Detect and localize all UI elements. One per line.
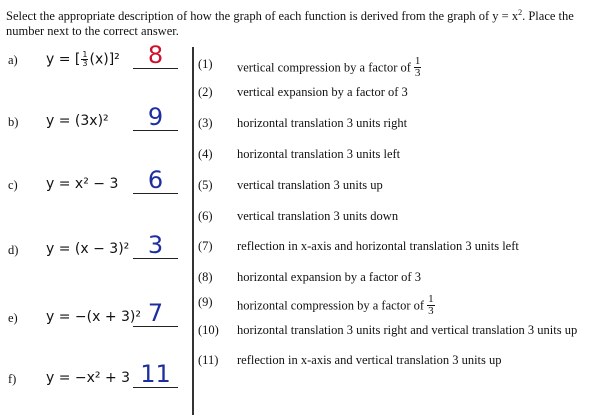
- answer-blank[interactable]: [133, 326, 178, 327]
- answer-blank[interactable]: [133, 130, 178, 131]
- instructions-line1: Select the appropriate description of how the graph of each function is derived from the graph of y = x: [6, 9, 519, 24]
- option-text-main: horizontal compression by a factor of: [237, 298, 425, 313]
- answer-handwritten: 3: [147, 231, 164, 259]
- option-7: [193, 236, 613, 260]
- fraction-denominator: 3: [414, 67, 421, 79]
- question-function: y = (3x)²: [46, 113, 109, 129]
- option-text: vertical expansion by a factor of 3: [237, 85, 408, 99]
- question-function: y = x² − 3: [46, 176, 119, 192]
- question-row-b: [0, 103, 192, 137]
- option-number: (7): [198, 239, 213, 253]
- option-number: (4): [198, 147, 213, 161]
- question-row-d: [0, 231, 192, 265]
- option-number: (2): [198, 85, 213, 99]
- option-number: (8): [198, 270, 213, 284]
- question-letter: f): [8, 372, 17, 386]
- option-text: vertical translation 3 units down: [237, 209, 399, 223]
- function-prefix: y = [: [46, 51, 81, 68]
- option-number: (11): [198, 353, 219, 367]
- question-row-f: [0, 360, 192, 394]
- option-text: reflection in x-axis and horizontal translation 3 units left: [237, 239, 519, 253]
- function-fraction: [81, 51, 88, 68]
- question-function: [46, 51, 120, 68]
- question-letter: c): [8, 178, 18, 192]
- instructions-line2: number next to the correct answer.: [6, 24, 179, 39]
- option-number: (9): [198, 295, 213, 309]
- answer-blank[interactable]: [133, 387, 178, 388]
- option-text: horizontal translation 3 units right: [237, 116, 408, 130]
- option-text: vertical translation 3 units up: [237, 178, 383, 192]
- option-fraction: [427, 294, 435, 317]
- fraction-numerator: 1: [414, 55, 421, 67]
- option-number: (1): [198, 57, 213, 71]
- fraction-denominator: 3: [428, 305, 434, 317]
- question-function: y = −(x + 3)²: [46, 309, 142, 325]
- fraction-denominator: 3: [82, 59, 88, 68]
- option-4: [193, 144, 613, 168]
- option-number: (5): [198, 178, 213, 192]
- option-number: (10): [198, 323, 219, 337]
- option-text: reflection in x-axis and vertical translation 3 units up: [237, 353, 502, 367]
- question-row-a: [0, 41, 192, 75]
- question-letter: a): [8, 53, 18, 67]
- fraction-numerator: 1: [428, 293, 434, 305]
- exponent: 2: [518, 8, 523, 17]
- answer-handwritten: 8: [147, 41, 164, 69]
- option-text: [237, 57, 421, 80]
- instructions: [6, 5, 606, 39]
- answer-handwritten: 6: [147, 166, 164, 194]
- answer-handwritten: 11: [140, 360, 171, 388]
- answer-handwritten: 7: [147, 299, 164, 327]
- function-suffix: (x)]²: [89, 51, 120, 68]
- question-function: y = (x − 3)²: [46, 241, 130, 257]
- option-text: horizontal translation 3 units left: [237, 147, 401, 161]
- answer-handwritten: 9: [147, 103, 164, 131]
- answer-blank[interactable]: [133, 258, 178, 259]
- option-9: [193, 292, 613, 316]
- option-8: [193, 267, 613, 291]
- option-11: [193, 350, 613, 374]
- question-row-e: [0, 299, 192, 333]
- option-6: [193, 206, 613, 230]
- option-text: horizontal expansion by a factor of 3: [237, 270, 421, 284]
- answer-blank[interactable]: [133, 193, 178, 194]
- option-fraction: [414, 56, 422, 79]
- option-2: [193, 82, 613, 106]
- instructions-line1-end: . Place the: [522, 9, 574, 24]
- option-text: horizontal translation 3 units right and vertical translation 3 units up: [237, 323, 578, 337]
- option-3: [193, 113, 613, 137]
- option-text: [237, 295, 435, 318]
- question-row-c: [0, 166, 192, 200]
- question-letter: b): [8, 115, 19, 129]
- fraction-numerator: 1: [82, 50, 88, 59]
- option-number: (6): [198, 209, 213, 223]
- option-number: (3): [198, 116, 213, 130]
- option-5: [193, 175, 613, 199]
- question-letter: d): [8, 243, 19, 257]
- question-letter: e): [8, 311, 18, 325]
- option-text-main: vertical compression by a factor of: [237, 60, 411, 75]
- question-function: y = −x² + 3: [46, 370, 131, 386]
- answer-blank[interactable]: [133, 68, 178, 69]
- option-1: [193, 54, 613, 78]
- option-10: [193, 320, 613, 344]
